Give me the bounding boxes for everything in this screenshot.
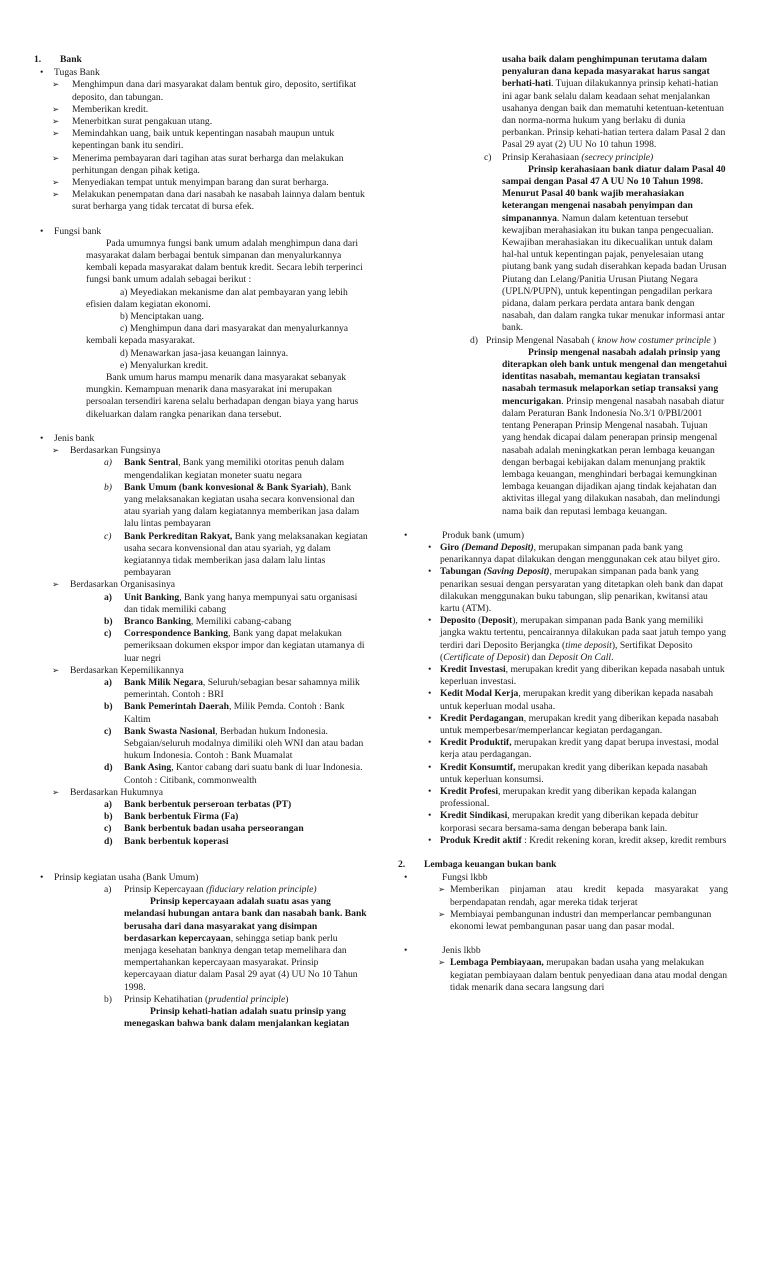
fungsi-item-d: d) Menawarkan jasa-jasa keuangan lainnya. — [120, 347, 289, 359]
jenis-kep-a: a) Bank Milik Negara, Seluruh/sebagian besar sahamnya milik pemerintah. Contoh : BRI — [104, 676, 360, 701]
prinsip-d-title: d) Prinsip Mengenal Nasabah ( know how costumer principle ) — [470, 334, 717, 346]
lkbb-jenis-heading: • Jenis lkbb — [398, 945, 728, 957]
tugas-item: ➢ Menghimpun dana dari masyarakat dalam bentuk giro, deposito, sertifikat deposito, dan tabungan. — [34, 79, 368, 103]
tugas-item: ➢ Memindahkan uang, baik untuk kepentingan nasabah maupun untuk kepentingan bank itu sendiri. — [34, 128, 368, 152]
lkbb-fungsi-heading: • Fungsi lkbb — [398, 872, 728, 884]
jenis-kepemilikan-heading: ➢ Berdasarkan Kepemilikannya — [34, 665, 368, 677]
produk-kredit-investasi: • Kredit Investasi, merupakan kredit yang diberikan kepada nasabah untuk keperluan investasi. — [398, 664, 728, 688]
lkbb-jenis-1: ➢ Lembaga Pembiayaan, merupakan badan usaha yang melakukan kegiatan pembiayaan dalam bentuk penyediaan dana atau modal dengan tidak menarik dana secara langsung dari — [398, 957, 728, 994]
produk-giro: • Giro (Demand Deposit), merupakan simpanan pada bank yang penarikannya dapat dilakukan dengan menggunakan cek atau bilyet giro. — [398, 542, 728, 566]
produk-kredit-profesi: • Kredit Profesi, merupakan kredit yang diberikan kepada kalangan professional. — [398, 786, 728, 810]
fungsi-item-e: e) Menyalurkan kredit. — [120, 359, 209, 371]
produk-kredit-produktif: • Kredit Produktif, merupakan kredit yang dapat berupa investasi, modal kerja atau perdagangan. — [398, 737, 728, 761]
prinsip-b-title: b) Prinsip Kehatihatian (prudential principle) — [104, 993, 289, 1005]
fungsi-item-a: a) Meyediakan mekanisme dan alat pembayaran yang lebih efisien dalam kegiatan ekonomi. — [86, 286, 348, 310]
fungsi-item-c: c) Menghimpun dana dari masyarakat dan menyalurkannya kembali kepada masyarakat. — [86, 323, 349, 347]
prinsip-d-body: Prinsip mengenal nasabah adalah prinsip yang diterapkan oleh bank untuk mengenal dan mengetahui identitas nasabah, memantau kegiatan transaksi nasabah termasuk melaporkan setiap transaksi yang mencurigakan. Prinsip mengenal nasabah nasabah diatur dalam Peraturan Bank Indonesia No.3/1 0/PBI/2001 tentang Penerapan Prinsip Mengenal nasabah. Tujuan yang hendak dicapai dalam penerapan prinsip mengenal nasabah adalah meningkatkan peran lembaga keuangan dengan berbagai kebijakan dalam menunjang praktik lembaga keuangan, menghindari berbagai kemungkinan lembaga keuangan dijadikan ajang tindak kejahatan dan aktivitas illegal yang dilakukan nasabah, dan melindungi nama baik dan reputasi lembaga keuangan. — [502, 346, 727, 517]
produk-kredit-modal-kerja: • Kedit Modal Kerja, merupakan kredit yang diberikan kepada nasabah untuk keperluan modal usaha. — [398, 688, 728, 712]
left-column — [34, 54, 368, 1030]
right-column — [398, 54, 728, 994]
jenis-hukum-c: c) Bank berbentuk badan usaha perseorangan — [104, 823, 304, 835]
prinsip-c-title: c) Prinsip Kerahasiaan (secrecy principle) — [484, 151, 654, 163]
jenis-hukum-heading: ➢ Berdasarkan Hukumnya — [34, 787, 368, 799]
prinsip-heading: • Prinsip kegiatan usaha (Bank Umum) — [34, 872, 368, 884]
jenis-org-a: a) Unit Banking, Bank yang hanya mempunyai satu organisasi dan tidak memiliki cabang — [104, 591, 358, 615]
jenis-hukum-a: a) Bank berbentuk perseroan terbatas (PT) — [104, 798, 292, 810]
jenis-kep-c: c) Bank Swasta Nasional, Berbadan hukum Indonesia. Sebgaian/seluruh modalnya dimiliki oleh WNI dan atau badan hukum Indonesia. Contoh : Bank Muamalat — [104, 725, 364, 762]
jenis-org-b: b) Branco Banking, Memiliki cabang-cabang — [104, 615, 292, 627]
fungsi-intro: Pada umumnya fungsi bank umum adalah menghimpun dana dari masyarakat dalam berbagai bentuk simpanan dan menyalurkannya kembali kepada masyarakat dalam bentuk kredit. Secara lebih terperinci fungsi bank umum adalah sebagai berikut : — [86, 237, 363, 286]
produk-tabungan: • Tabungan (Saving Deposit), merupakan simpanan pada bank yang penarikan sesuai dengan persyaratan yang ditetapkan oleh bank dan dapat dilakukan menggunakan buku tabungan, slip penarikan, kwitansi atau kartu (ATM). — [398, 566, 728, 615]
section-lkbb-heading: 2. Lembaga keuangan bukan bank — [398, 859, 557, 870]
jenis-hukum-d: d) Bank berbentuk koperasi — [104, 835, 229, 847]
fungsi-item-b: b) Menciptakan uang. — [120, 311, 204, 323]
produk-kredit-sindikasi: • Kredit Sindikasi, merupakan kredit yang diberikan kepada debitur korporasi secara bersama-sama dengan beberapa bank lain. — [398, 810, 728, 834]
prinsip-c-body: Prinsip kerahasiaan bank diatur dalam Pasal 40 sampai dengan Pasal 47 A UU No 10 Tahun 1998. Menurut Pasal 40 bank wajib merahasiakan keterangan mengenai nasabah penyimpan dan simpanannya. Namun dalam ketentuan tersebut kewajiban merahasiakan itu bukan tanpa pengecualian. Kewajiban merahasiakan itu dikecualikan untuk dalam hal-hal untuk kepentingan pajak, penyelesaian utang piutang bank yang sudah diserahkan kepada badan Urusan Piutang dan Lelang/Panitia Urusan Piutang Negara (UPLN/PUPN), untuk kepentingan pengadilan perkara pidana, dalam perkara perdata antara bank dengan nasabah, dan dalam rangka tukar menukar informasi antar bank. — [502, 163, 727, 334]
fungsi-outro: Bank umum harus mampu menarik dana masyarakat sebanyak mungkin. Kemampuan menarik dana masyarakat ini merupakan persoalan tersendiri karena selalu berhadapan dengan biaya yang harus dikeluarkan dalam rangka penarikan dana tersebut. — [86, 372, 359, 420]
prinsip-b-body: Prinsip kehati-hatian adalah suatu prinsip yang menegaskan bahwa bank dalam menjalankan kegiatan — [124, 1006, 350, 1030]
jenis-bank-heading: • Jenis bank — [34, 433, 368, 445]
tugas-item: ➢ Menerbitkan surat pengakuan utang. — [34, 116, 368, 128]
jenis-kep-b: b) Bank Pemerintah Daerah, Milik Pemda. Contoh : Bank Kaltim — [104, 701, 345, 725]
tugas-item: ➢ Memberikan kredit. — [34, 104, 368, 116]
tugas-item: ➢ Menerima pembayaran dari tagihan atas surat berharga dan melakukan perhitungan dengan pihak ketiga. — [34, 153, 368, 177]
prinsip-b-continued: usaha baik dalam penghimpunan terutama dalam penyaluran dana kepada masyarakat harus sangat berhati-hati. Tujuan dilakukannya prinsip kehati-hatian ini agar bank selalu dalam keadaan sehat menjalankan usahanya dengan baik dan mematuhi ketentuan-ketentuan dan norma-norma hukum yang berlaku di dunia perbankan. Prinsip kehati-hatian tertera dalam Pasal 2 dan Pasal 29 ayat (2) UU No 10 tahun 1998. — [502, 54, 726, 151]
jenis-hukum-b: b) Bank berbentuk Firma (Fa) — [104, 811, 239, 823]
jenis-fungsi-a: a) Bank Sentral, Bank yang memiliki otoritas penuh dalam mengendalikan kegiatan moneter suatu negara — [104, 457, 345, 481]
produk-heading: • Produk bank (umum) — [398, 530, 728, 542]
prinsip-a-title: a) Prinsip Kepercayaan (fiduciary relation principle) — [104, 884, 317, 895]
produk-kredit-aktif: • Produk Kredit aktif : Kredit rekening koran, kredit aksep, kredit remburs — [398, 835, 728, 847]
tugas-bank-heading: • Tugas Bank — [34, 67, 368, 79]
section-bank-heading: 1. Bank — [34, 54, 82, 65]
jenis-fungsi-heading: ➢ Berdasarkan Fungsinya — [34, 445, 368, 457]
produk-deposito: • Deposito (Deposit), merupakan simpanan pada Bank yang memiliki jangka waktu tertentu, pencairannya dilakukan pada saat jatuh tempo yang terdiri dari Deposito Berjangka (time deposit), Sertifikat Deposito (Certificate of Deposit) dan Deposit On Call. — [398, 615, 728, 664]
produk-kredit-perdagangan: • Kredit Perdagangan, merupakan kredit yang diberikan kepada nasabah untuk memperbesar/memperlancar kegiatan perdagangan. — [398, 713, 728, 737]
produk-kredit-konsumtif: • Kredit Konsumtif, merupakan kredit yang diberikan kepada nasabah untuk keperluan konsumsi. — [398, 762, 728, 786]
tugas-item: ➢ Melakukan penempatan dana dari nasabah ke nasabah lainnya dalam bentuk surat berharga yang tidak tercatat di bursa efek. — [34, 189, 368, 213]
jenis-fungsi-c: c) Bank Perkreditan Rakyat, Bank yang melaksanakan kegiatan usaha secara konvensional dan atau syariah, yg dalam kegiatannya tidak memberikan jasa dalam lalu lintas pembayaran — [104, 530, 368, 579]
tugas-item: ➢ Menyediakan tempat untuk menyimpan barang dan surat berharga. — [34, 177, 368, 189]
jenis-kep-d: d) Bank Asing, Kantor cabang dari suatu bank di luar Indonesia. Contoh : Citibank, commonwealth — [104, 762, 363, 786]
prinsip-a-body: Prinsip kepercayaan adalah suatu asas yang melandasi hubungan antara bank dan nasabah bank. Bank berusaha dari dana masyarakat yang disimpan berdasarkan kepercayaan, sehingga setiap bank perlu menjaga kesehatan banknya dengan tetap memelihara dan mempertahankan kepercayaan masyarakat. Prinsip kepercayaan diatur dalam Pasal 29 ayat (4) UU No 10 Tahun 1998. — [124, 896, 367, 993]
jenis-organisasi-heading: ➢ Berdasarkan Organisasinya — [34, 579, 368, 591]
jenis-org-c: c) Correspondence Banking, Bank yang dapat melakukan pemeriksaan dokumen ekspor impor dan kegiatan utamanya di luar negri — [104, 628, 365, 664]
lkbb-fungsi-2: ➢ Membiayai pembangunan industri dan memperlancar pembangunan ekonomi lewat pembangunan pasar uang dan pasar modal. — [398, 909, 728, 933]
lkbb-fungsi-1: ➢ Memberikan pinjaman atau kredit kepada masyarakat yang berpendapatan rendah, agar mereka tidak terjerat — [398, 884, 728, 908]
fungsi-bank-heading: • Fungsi bank — [34, 226, 368, 238]
jenis-fungsi-b: b) Bank Umum (bank konvesional & Bank Syariah), Bank yang melaksanakan kegiatan usaha secara konvensional dan atau syariah yang dalam kegiatannya memberikan jasa dalam lalu lintas pembayaran — [104, 481, 360, 530]
